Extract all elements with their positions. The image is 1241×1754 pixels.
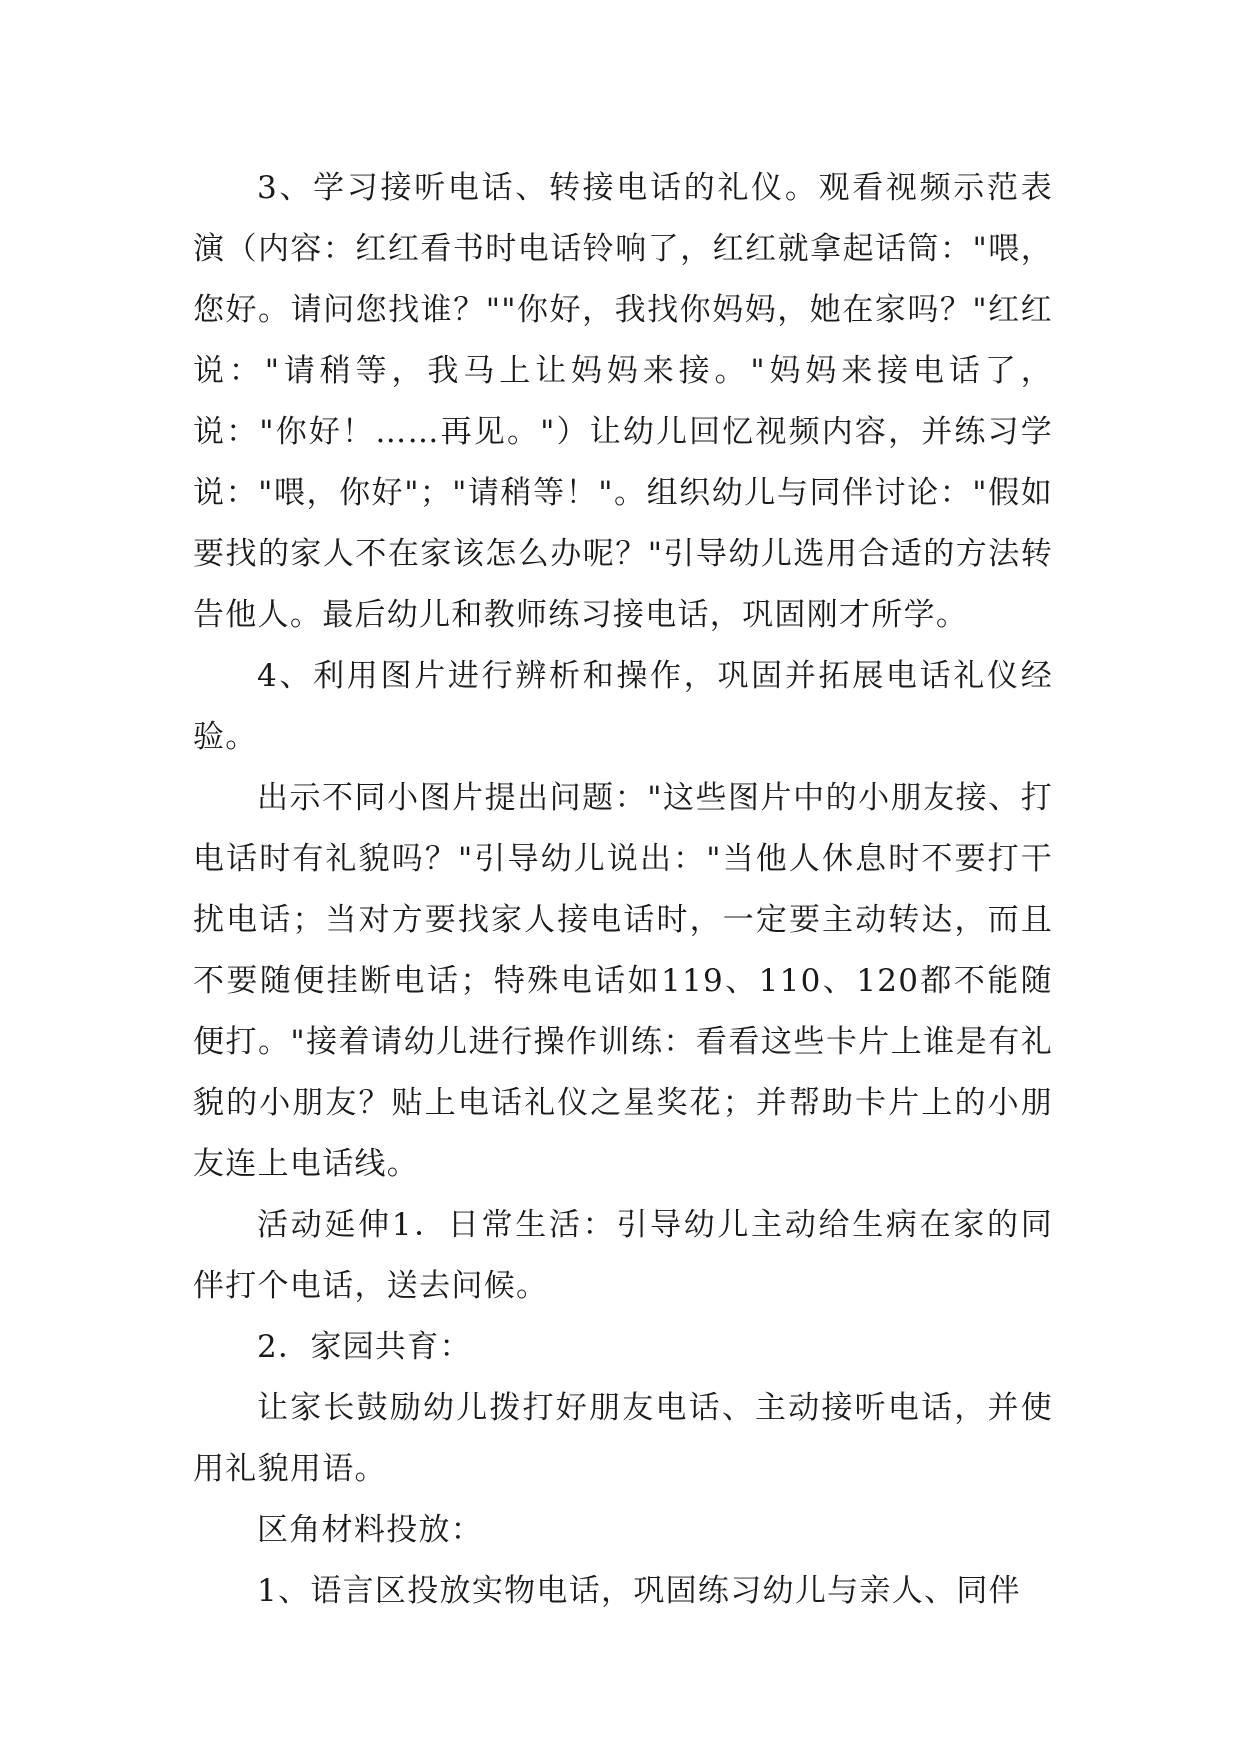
paragraph-answer-phone-etiquette: 3、学习接听电话、转接电话的礼仪。观看视频示范表演（内容：红红看书时电话铃响了，红红就拿起话筒："喂，您好。请问您找谁？""你好，我找你妈妈，她在家吗？"红红说："请稍等，我马上让妈妈来接。"妈妈来接电话了，说："你好！……再见。"）让幼儿回忆视频内容，并练习学说："喂，你好"；"请稍等！"。组织幼儿与同伴讨论："假如要找的家人不在家该怎么办呢？"引导幼儿选用合适的方法转告他人。最后幼儿和教师练习接电话，巩固刚才所学。: [193, 170, 1053, 633]
paragraph-show-pictures: 出示不同小图片提出问题："这些图片中的小朋友接、打电话时有礼貌吗？"引导幼儿说出："当他人休息时不要打干扰电话；当对方要找家人接电话时，一定要主动转达，而且不要随便挂断电话；特殊电话如119、110、120都不能随便打。"接着请幼儿进行操作训练：看看这些卡片上谁是有礼貌的小朋友？贴上电话礼仪之星奖花；并帮助卡片上的小朋友连上电话线。: [193, 780, 1053, 1182]
paragraph-corner-materials: 区角材料投放：: [257, 1512, 484, 1548]
paragraph-activity-extension: 活动延伸1．日常生活：引导幼儿主动给生病在家的同伴打个电话，送去问候。: [193, 1207, 1053, 1304]
paragraph-language-corner: 1、语言区投放实物电话，巩固练习幼儿与亲人、同伴: [257, 1573, 1021, 1609]
document-page: [193, 158, 1053, 1622]
paragraph-parents-encourage: 让家长鼓励幼儿拨打好朋友电话、主动接听电话，并使用礼貌用语。: [193, 1390, 1053, 1487]
paragraph-picture-analysis: 4、利用图片进行辨析和操作，巩固并拓展电话礼仪经验。: [193, 658, 1053, 755]
paragraph-home-school: 2．家园共育：: [257, 1329, 472, 1365]
